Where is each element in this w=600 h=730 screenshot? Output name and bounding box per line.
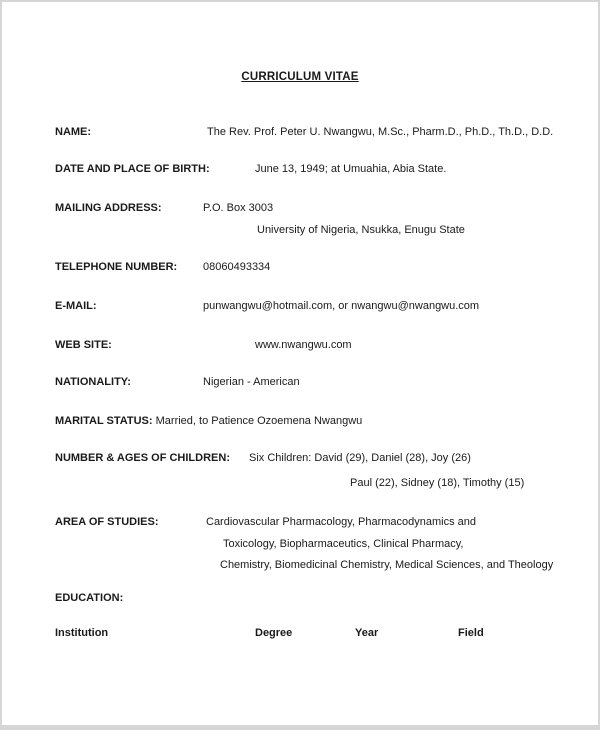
area-of-studies-row-3 <box>2 559 598 573</box>
area-of-studies-row <box>2 516 598 530</box>
education-col-year: Year <box>355 627 379 639</box>
area-of-studies-line1: Cardiovascular Pharmacology, Pharmacodynamics and <box>206 516 477 528</box>
nationality-label: NATIONALITY: <box>55 376 131 388</box>
education-section-row <box>2 592 598 606</box>
mailing-address-line2: University of Nigeria, Nsukka, Enugu State <box>257 224 465 236</box>
birth-label: DATE AND PLACE OF BIRTH: <box>55 163 210 175</box>
email-label: E-MAIL: <box>55 300 97 312</box>
email-value: punwangwu@hotmail.com, or nwangwu@nwangwu.com <box>203 300 480 312</box>
education-label: EDUCATION: <box>55 592 124 604</box>
children-line2: Paul (22), Sidney (18), Timothy (15) <box>350 477 525 489</box>
area-of-studies-line3: Chemistry, Biomedicinal Chemistry, Medical Sciences, and Theology <box>220 559 554 571</box>
birth-row <box>2 163 598 177</box>
area-of-studies-line2: Toxicology, Biopharmaceutics, Clinical Pharmacy, <box>223 538 464 550</box>
cv-document-page <box>2 2 598 725</box>
website-value: www.nwangwu.com <box>255 339 352 351</box>
mailing-address-row-2 <box>2 224 598 238</box>
education-col-field: Field <box>458 627 484 639</box>
marital-status-label: MARITAL STATUS: <box>55 415 153 427</box>
children-row-2 <box>2 477 598 491</box>
children-row <box>2 452 598 466</box>
telephone-label: TELEPHONE NUMBER: <box>55 261 178 273</box>
name-row <box>2 126 598 140</box>
name-label: NAME: <box>55 126 92 138</box>
website-label: WEB SITE: <box>55 339 112 351</box>
marital-status-value: Married, to Patience Ozoemena Nwangwu <box>155 415 363 427</box>
name-value: The Rev. Prof. Peter U. Nwangwu, M.Sc., Pharm.D., Ph.D., Th.D., D.D. <box>207 126 554 138</box>
mailing-address-line1: P.O. Box 3003 <box>203 202 274 214</box>
telephone-row <box>2 261 598 275</box>
telephone-value: 08060493334 <box>203 261 271 273</box>
mailing-address-row <box>2 202 598 216</box>
area-of-studies-row-2 <box>2 538 598 552</box>
birth-value: June 13, 1949; at Umuahia, Abia State. <box>255 163 447 175</box>
nationality-value: Nigerian - American <box>203 376 300 388</box>
children-label: NUMBER & AGES OF CHILDREN: <box>55 452 230 464</box>
mailing-address-label: MAILING ADDRESS: <box>55 202 162 214</box>
document-title <box>2 71 598 84</box>
marital-status-row <box>2 415 598 429</box>
education-col-degree: Degree <box>255 627 293 639</box>
document-title-text: CURRICULUM VITAE <box>241 71 359 83</box>
children-line1: Six Children: David (29), Daniel (28), Joy (26) <box>249 452 471 464</box>
website-row <box>2 339 598 353</box>
education-col-institution: Institution <box>55 627 109 639</box>
area-of-studies-label: AREA OF STUDIES: <box>55 516 159 528</box>
email-row <box>2 300 598 314</box>
education-table-header-row <box>2 627 598 641</box>
nationality-row <box>2 376 598 390</box>
